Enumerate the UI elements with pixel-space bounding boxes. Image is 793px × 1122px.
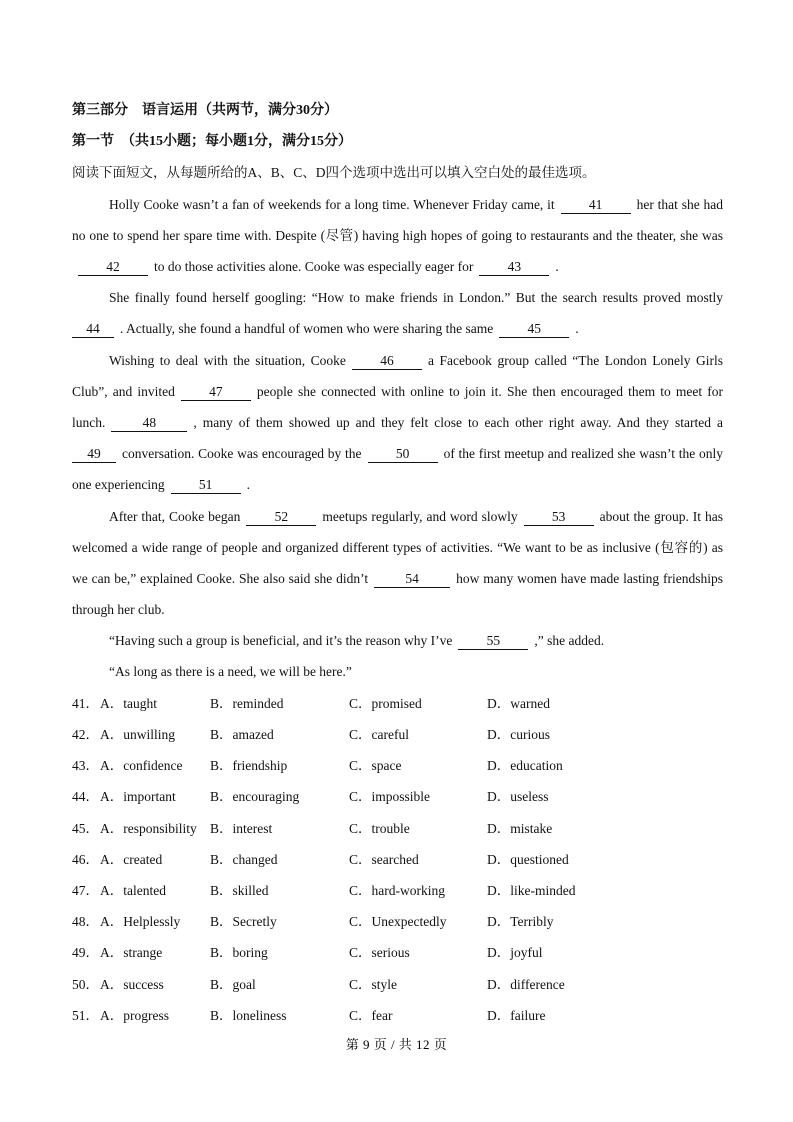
question-row-48: 48． A．Helplessly B．Secretly C．Unexpectedly D．Terribly [72,906,723,937]
blank-55: 55 [458,633,528,650]
option-c: C．Unexpectedly [349,914,447,929]
blank-41: 41 [561,197,631,214]
option-b: B．changed [210,852,278,867]
blank-51: 51 [171,477,241,494]
option-c: C．hard-working [349,883,445,898]
option-a: A．confidence [100,758,183,773]
option-d: D．warned [487,696,550,711]
option-d: D．education [487,758,563,773]
option-a: A．important [100,789,176,804]
subsection-title: 第一节 （共15小题；每小题1分，满分15分） [72,134,352,149]
blank-52: 52 [246,509,316,526]
question-row-46: 46． A．created B．changed C．searched D．questioned [72,844,723,875]
option-d: D．joyful [487,945,543,960]
option-c: C．space [349,758,402,773]
question-row-47: 47． A．talented B．skilled C．hard-working D．like-minded [72,875,723,906]
passage-paragraph-3: Wishing to deal with the situation, Cooke 46 a Facebook group called “The London Lonely Girls Club”, and invited 47 people she connected with online to join it. She then encouraged them to meet for lunch. 48 , many of them showed up and they felt close to each other right away. And they started a 49 conversation. Cooke was encouraged by the 50 of the first meetup and realized she wasn’t the only one experiencing 51 . [72,353,724,492]
blank-54: 54 [374,571,450,588]
option-d: D．curious [487,727,550,742]
blank-49: 49 [72,446,116,463]
blank-46: 46 [352,353,422,370]
option-d: D．like-minded [487,883,576,898]
option-b: B．Secretly [210,914,277,929]
option-b: B．goal [210,977,256,992]
option-c: C．style [349,977,398,992]
option-d: D．useless [487,789,549,804]
option-d: D．mistake [487,821,553,836]
option-a: A．strange [100,945,163,960]
question-row-41: 41． A．taught B．reminded C．promised D．warned [72,688,723,719]
blank-53: 53 [524,509,594,526]
question-row-43: 43． A．confidence B．friendship C．space D．education [72,750,723,781]
option-a: A．taught [100,696,157,711]
option-b: B．friendship [210,758,288,773]
blank-44: 44 [72,321,114,338]
passage-paragraph-5: “Having such a group is beneficial, and it’s the reason why I’ve 55 ,” she added. [109,633,605,648]
option-c: C．promised [349,696,422,711]
option-a: A．talented [100,883,166,898]
option-a: A．unwilling [100,727,176,742]
option-a: A．progress [100,1008,169,1023]
option-c: C．impossible [349,789,431,804]
option-b: B．amazed [210,727,274,742]
question-row-49: 49． A．strange B．boring C．serious D．joyful [72,937,723,968]
option-c: C．careful [349,727,409,742]
option-a: A．success [100,977,164,992]
passage-paragraph-6: “As long as there is a need, we will be here.” [109,664,352,679]
option-b: B．interest [210,821,273,836]
option-b: B．boring [210,945,268,960]
passage-paragraph-2: She finally found herself googling: “How to make friends in London.” But the search results proved mostly 44 . Actually, she found a handful of women who were sharing the same 45 . [72,282,723,344]
option-d: D．Terribly [487,914,554,929]
passage-paragraph-1: Holly Cooke wasn’t a fan of weekends for a long time. Whenever Friday came, it 41 her that she had no one to spend her spare time with. Despite (尽管) having high hopes of going to restaurants and the theater, she was42 to do those activities alone. Cooke was especially eager for 43 . [72,197,724,274]
question-row-44: 44． A．important B．encouraging C．impossible D．useless [72,781,723,812]
option-c: C．fear [349,1008,393,1023]
option-b: B．encouraging [210,789,300,804]
option-d: D．failure [487,1008,546,1023]
blank-45: 45 [499,321,569,338]
blank-43: 43 [479,259,549,276]
blank-48: 48 [111,415,187,432]
blank-50: 50 [368,446,438,463]
option-d: D．difference [487,977,565,992]
question-row-42: 42． A．unwilling B．amazed C．careful D．curious [72,719,723,750]
passage-paragraph-4: After that, Cooke began 52 meetups regularly, and word slowly 53 about the group. It has welcomed a wide range of people and organized different types of activities. “We want to be as inclusive (包容的) as we can be,” explained Cooke. She also said she didn’t 54 how many women have made lasting friendships through her club. [72,509,723,617]
instruction-text: 阅读下面短文，从每题所给的A、B、C、D四个选项中选出可以填入空白处的最佳选项。 [72,165,596,180]
blank-42: 42 [78,259,148,276]
question-row-45: 45． A．responsibility B．interest C．trouble D．mistake [72,813,723,844]
page-footer: 第 9 页 / 共 12 页 [345,1037,448,1052]
option-a: A．created [100,852,163,867]
option-b: B．skilled [210,883,269,898]
blank-47: 47 [181,384,251,401]
question-row-50: 50． A．success B．goal C．style D．difference [72,969,723,1000]
option-b: B．loneliness [210,1008,287,1023]
option-c: C．searched [349,852,419,867]
option-c: C．serious [349,945,410,960]
option-a: A．Helplessly [100,914,181,929]
option-b: B．reminded [210,696,284,711]
option-d: D．questioned [487,852,569,867]
question-row-51: 51． A．progress B．loneliness C．fear D．failure [72,1000,723,1031]
option-c: C．trouble [349,821,410,836]
section-title: 第三部分 语言运用（共两节，满分30分） [72,103,338,118]
option-a: A．responsibility [100,821,197,836]
